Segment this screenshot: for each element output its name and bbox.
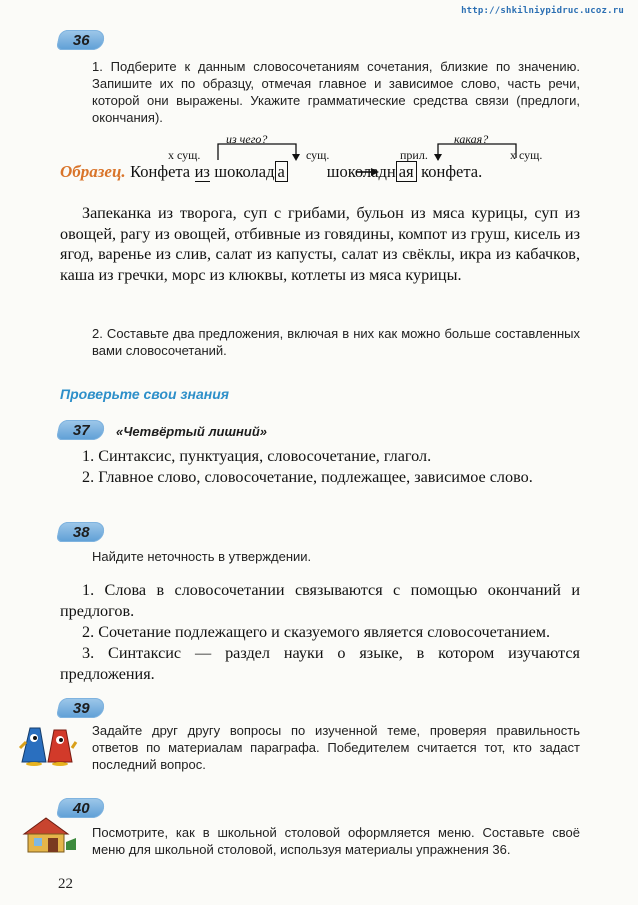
ex36-task1: 1. Подберите к данным словосочетаниям сочетания, близкие по значению. Запишите их по образцу, отмечая главное и зависимое слово, часть речи, которой они выражены. Укажите грамматические средства связи (предлоги, окончания). <box>92 59 580 125</box>
exercise-number: 38 <box>72 523 90 541</box>
sample-left-dep: сущ. <box>306 148 330 162</box>
ex37-line-2: 2. Главное слово, словосочетание, подлежащее, зависимое слово. <box>82 468 533 486</box>
page-number: 22 <box>58 876 73 892</box>
ex38-line-1: 1. Слова в словосочетании связываются с помощью окончаний и предлогов. <box>60 581 580 620</box>
sample-ending-1: а <box>275 161 288 182</box>
ex36-task2: 2. Составьте два предложения, включая в них как можно больше составленных вами словосочетаний. <box>92 326 580 358</box>
exercise-39-badge <box>56 698 106 718</box>
sample-right-dep: прил. <box>400 148 428 162</box>
sample-word-5: конфета. <box>421 162 483 181</box>
exercise-38-badge <box>56 522 106 542</box>
exercise-number: 37 <box>72 421 90 439</box>
ex38-line-3: 3. Синтаксис — раздел науки о языке, в котором изучаются предложения. <box>60 644 580 683</box>
section-title: Проверьте свои знания <box>60 386 230 402</box>
ex37-title: «Четвёртый лишний» <box>116 424 268 439</box>
sample-right-main: х сущ. <box>510 148 543 162</box>
sample-word-4-stem: шоколадн <box>326 162 396 181</box>
sample-ending-2: ая <box>396 161 417 182</box>
ex38-task: Найдите неточность в утверждении. <box>92 549 312 564</box>
sample-word-3-stem: шоколад <box>214 162 275 181</box>
sample-scheme <box>60 128 580 184</box>
exercise-number: 36 <box>72 31 90 49</box>
sample-question-1: из чего? <box>226 132 268 146</box>
mascot-icon <box>16 718 78 766</box>
sample-label: Образец. <box>60 162 126 181</box>
sample-preposition: из <box>194 162 210 181</box>
sample-line <box>60 162 482 182</box>
ex38-line-2: 2. Сочетание подлежащего и сказуемого является словосочетанием. <box>82 623 551 641</box>
ex36-phrases: Запеканка из творога, суп с грибами, бульон из мяса курицы, суп из овощей, рагу из овощей, отбивные из говядины, компот из груш, кисель из ягод, варенье из слив, салат из капусты, салат из свёклы, икра из кабачков, каша из гречки, морс из клюквы, котлеты из мяса курицы. <box>60 204 580 284</box>
exercise-36-badge <box>56 30 106 50</box>
exercise-number: 40 <box>72 799 90 817</box>
ex37-line-1: 1. Синтаксис, пунктуация, словосочетание, глагол. <box>82 447 432 465</box>
exercise-number: 39 <box>72 699 90 717</box>
ex39-task: Задайте друг другу вопросы по изученной теме, проверяя правильность ответов по материалам параграфа. Победителем считается тот, кто задаст последний вопрос. <box>92 723 580 772</box>
house-mascot-icon <box>18 814 78 854</box>
source-url: http://shkilniypidruc.ucoz.ru <box>461 6 624 16</box>
sample-word-1: Конфета <box>130 162 191 181</box>
ex40-task: Посмотрите, как в школьной столовой оформляется меню. Составьте своё меню для школьной столовой, используя материалы упражнения 36. <box>92 825 580 857</box>
exercise-37-badge <box>56 420 106 440</box>
sample-question-2: какая? <box>454 132 489 146</box>
sample-left-main: х сущ. <box>168 148 201 162</box>
